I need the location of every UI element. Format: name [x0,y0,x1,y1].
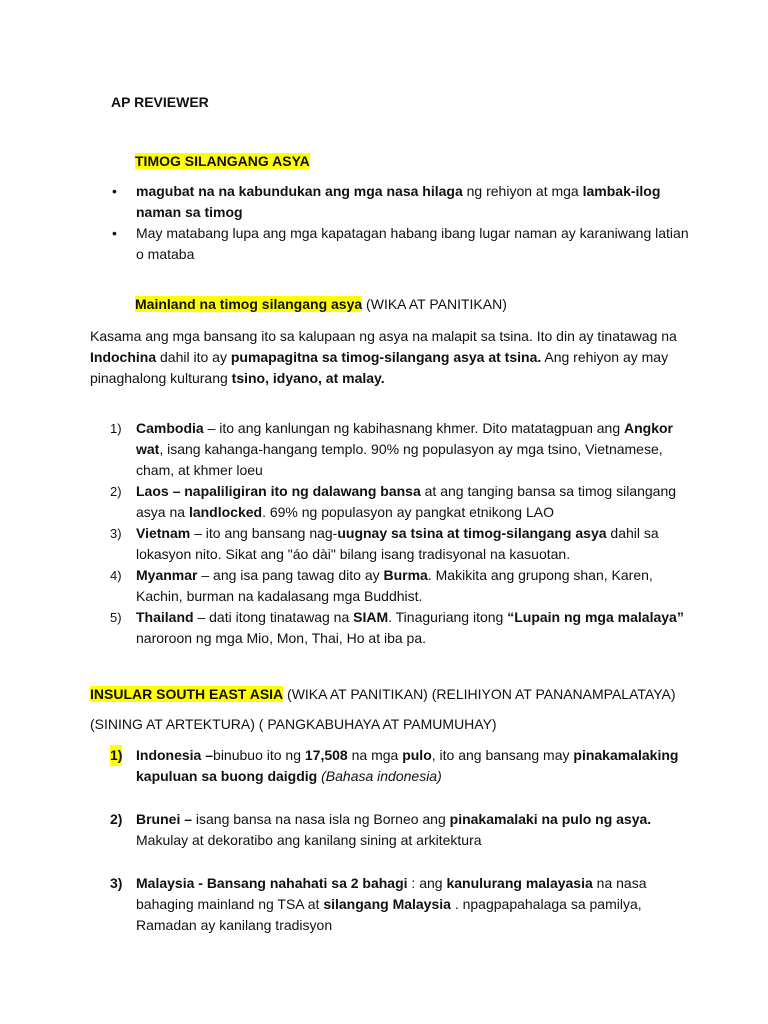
list-item [110,523,700,565]
bold-text: “Lupain ng mga malalaya” [507,609,684,625]
list-item [110,418,700,481]
text: na mga [347,747,403,763]
country-name: Thailand [136,609,194,625]
section-heading-mainland [135,294,507,315]
text: . Makikita ang grupong shan, Karen, Kachin, burman na kadalasang mga Buddhist. [136,567,653,604]
highlighted-heading: INSULAR SOUTH EAST ASIA [90,686,284,702]
bold-text: lambak-ilog naman sa timog [136,183,661,220]
item-number: 3) [110,526,122,541]
text: . Tinaguriang itong [388,609,508,625]
bold-text: pinakamalaking kapuluan sa buong daigdig [136,747,679,784]
text: at ang tanging bansa sa timog silangang asya na [136,483,677,520]
list-item [110,873,700,936]
country-name: Malaysia - Bansang nahahati sa 2 bahagi [136,875,408,891]
bold-text: 17,508 [304,747,348,763]
text: Ang rehiyon ay may pinaghalong kulturang [90,349,669,386]
intro-paragraph [90,326,690,389]
section-heading-insular-line2: (SINING AT ARTEKTURA) ( PANGKABUHAYA AT PAMUMUHAY) [90,716,497,732]
section-heading-timog [135,151,310,172]
bold-text: kanulurang malayasia [446,875,593,891]
bold-text: Angkor wat [136,420,673,457]
text: dahil sa lokasyon nito. Sikat ang "áo dài" bilang isang tradisyonal na kasuotan. [136,525,659,562]
bullet-list [112,181,692,265]
item-number: 1) [110,745,122,766]
text: isang bansa na nasa isla ng Borneo ang [192,811,450,827]
text: – dati itong tinatawag na [193,609,354,625]
bold-text: pinakamalaki na pulo ng asya. [449,811,652,827]
bold-text: uugnay sa tsina at timog-silangang asya [337,525,607,541]
list-item [110,481,700,523]
mainland-countries-list [110,418,700,649]
insular-countries-list [110,745,700,958]
item-number: 2) [110,484,122,499]
list-item [110,809,700,851]
item-number: 5) [110,610,122,625]
highlighted-heading: Mainland na timog silangang asya [135,296,363,312]
bold-text: magubat na na kabundukan ang mga nasa hilaga [136,183,463,199]
text: May matabang lupa ang mga kapatagan habang ibang lugar naman ay karaniwang latian o mataba [136,225,689,262]
text: na nasa bahaging mainland ng TSA at [136,875,647,912]
bold-text: pumapagitna sa timog-silangang asya at tsina. [230,349,542,365]
list-item [110,565,700,607]
document-title: AP REVIEWER [111,94,209,110]
italic-text: (Bahasa indonesia) [317,768,442,784]
item-number: 2) [110,811,123,827]
list-item [112,181,692,223]
country-name: Laos – napaliligiran ito ng dalawang bansa [136,483,421,499]
country-name: Vietnam [136,525,191,541]
text: naroroon ng mga Mio, Mon, Thai, Ho at iba pa. [136,630,427,646]
text: – ito ang kanlungan ng kabihasnang khmer. Dito matatagpuan ang [203,420,624,436]
highlighted-heading: TIMOG SILANGANG ASYA [135,153,310,169]
text: . 69% ng populasyon ay pangkat etnikong LAO [262,504,554,520]
text: , ito ang bansang may [431,747,574,763]
text: dahil ito ay [156,349,231,365]
text: – ang isa pang tawag dito ay [197,567,384,583]
country-name: Indonesia – [136,747,214,763]
bold-text: pulo [402,747,432,763]
bold-text: silangang Malaysia [323,896,451,912]
country-name: Myanmar [136,567,198,583]
text: . npagpapahalaga sa pamilya, Ramadan ay kanilang tradisyon [136,896,642,933]
country-name: Brunei – [136,811,193,827]
bold-text: landlocked [188,504,263,520]
heading-rest: (WIKA AT PANITIKAN) (RELIHIYON AT PANANAMPALATAYA) [283,686,676,702]
text: – ito ang bansang nag- [190,525,338,541]
text: , isang kahanga-hangang templo. 90% ng populasyon ay mga tsino, Vietnamese, cham, at khmer loeu [136,441,663,478]
list-item [110,745,700,787]
bullet-icon: • [112,225,117,241]
text: ng rehiyon at mga [462,183,583,199]
list-item [112,223,692,265]
bold-text: Burma [383,567,428,583]
item-number: 4) [110,568,122,583]
bold-text: SIAM [353,609,389,625]
bold-text: Indochina [90,349,157,365]
heading-rest: (WIKA AT PANITIKAN) [362,296,507,312]
section-heading-insular [90,684,676,705]
country-name: Cambodia [136,420,204,436]
bold-text: tsino, idyano, at malay. [231,370,385,386]
item-number: 1) [110,421,122,436]
item-number: 3) [110,875,123,891]
text: Kasama ang mga bansang ito sa kalupaan ng asya na malapit sa tsina. Ito din ay tinatawag na [90,328,677,344]
text: Makulay at dekoratibo ang kanilang sining at arkitektura [136,832,482,848]
text: : ang [407,875,447,891]
text: binubuo ito ng [213,747,305,763]
list-item [110,607,700,649]
bullet-icon: • [112,183,117,199]
